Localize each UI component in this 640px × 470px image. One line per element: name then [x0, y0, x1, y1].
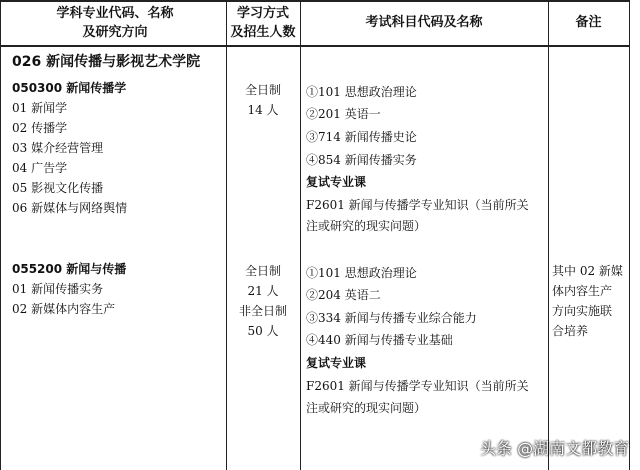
enrollment-count: 50 人: [247, 324, 279, 338]
retest-title: 复试专业课: [306, 175, 367, 189]
header-study-mode: [226, 4, 300, 42]
retest-subject: 注或研究的现实问题）: [306, 401, 427, 415]
remark-line: 体内容生产: [552, 284, 613, 298]
retest-subject: 注或研究的现实问题）: [306, 219, 427, 233]
retest-subject: F2601 新闻与传播学专业知识（当前所关: [306, 379, 529, 393]
header-remark: 备注: [575, 15, 602, 30]
remark-line: 其中 02 新媒: [552, 264, 623, 278]
enrollment-count: 14 人: [247, 103, 279, 117]
direction-item: 01 新闻传播实务: [12, 282, 104, 296]
major-code-name: 050300 新闻传播学: [12, 81, 127, 95]
column-divider: [300, 0, 301, 470]
exam-subject: ③714 新闻传播史论: [306, 130, 417, 144]
remark-line: 方向实施联: [552, 304, 613, 318]
exam-subject: ②204 英语二: [306, 288, 381, 302]
header-major-line1: 学科专业代码、名称: [56, 6, 174, 21]
retest-title: 复试专业课: [306, 356, 367, 370]
header-bottom-border: [0, 45, 630, 47]
header-study-line1: 学习方式: [236, 6, 289, 21]
study-mode: 全日制: [244, 264, 281, 278]
table-top-border: [0, 0, 630, 2]
enrollment-count: 21 人: [247, 284, 279, 298]
exam-subject: ①101 思想政治理论: [306, 266, 417, 280]
exam-subject: ②201 英语一: [306, 107, 381, 121]
exam-subject: ③334 新闻与传播专业综合能力: [306, 311, 477, 325]
column-divider: [629, 0, 630, 470]
exam-subject: ④440 新闻与传播专业基础: [306, 333, 453, 347]
header-major-line2: 及研究方向: [82, 25, 148, 40]
study-mode: 全日制: [244, 83, 281, 97]
header-exam-subjects: 考试科目代码及名称: [365, 15, 483, 30]
exam-subject: ①101 思想政治理论: [306, 85, 417, 99]
school-title: 026 新闻传播与影视艺术学院: [12, 54, 201, 70]
watermark-label: 头条 @湖南文都教育: [480, 439, 630, 458]
watermark-text: [480, 436, 629, 459]
study-mode: 非全日制: [238, 304, 287, 318]
column-divider: [548, 0, 549, 470]
column-divider: [226, 0, 227, 470]
exam-subject: ④854 新闻传播实务: [306, 153, 417, 167]
direction-item: 01 新闻学: [12, 101, 68, 115]
direction-item: 03 媒介经营管理: [12, 141, 104, 155]
direction-item: 05 影视文化传播: [12, 181, 104, 195]
header-study-line2: 及招生人数: [230, 25, 296, 40]
direction-item: 02 新媒体内容生产: [12, 302, 116, 316]
header-major: [20, 4, 210, 42]
direction-item: 02 传播学: [12, 121, 68, 135]
direction-item: 06 新媒体与网络舆情: [12, 201, 128, 215]
column-divider: [0, 0, 1, 470]
retest-subject: F2601 新闻与传播学专业知识（当前所关: [306, 198, 529, 212]
major-code-name: 055200 新闻与传播: [12, 262, 127, 276]
direction-item: 04 广告学: [12, 161, 68, 175]
remark-line: 合培养: [552, 324, 589, 338]
